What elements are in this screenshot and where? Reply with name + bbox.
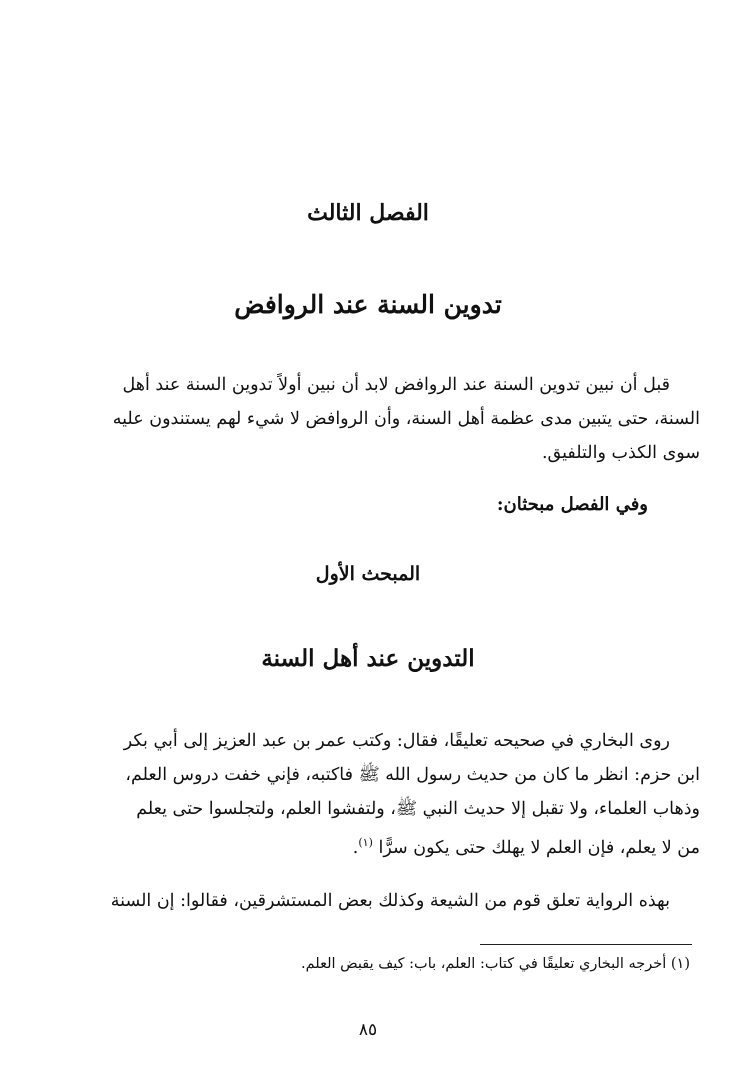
- narration-paragraph: [36, 724, 700, 865]
- footnote-divider: [480, 944, 692, 945]
- page-number: ٨٥: [358, 1020, 378, 1040]
- intro-line-1: قبل أن نبين تدوين السنة عند الروافض لابد أن نبين أولاً تدوين السنة عند أهل: [122, 375, 670, 395]
- chapter-title: الفصل الثالث: [307, 200, 429, 226]
- first-section-title: المبحث الأول: [315, 563, 421, 585]
- footnote-reference: (١): [358, 836, 373, 849]
- continuation-text: بهذه الرواية تعلق قوم من الشيعة وكذلك بعض المستشرقين، فقالوا: إن السنة: [110, 891, 670, 911]
- first-section-subtitle: التدوين عند أهل السنة: [261, 645, 475, 672]
- intro-line-3: سوى الكذب والتلفيق.: [541, 443, 700, 463]
- continuation-line: [36, 884, 700, 918]
- narration-line-2: ابن حزم: انظر ما كان من حديث رسول الله ﷺ فاكتبه، فإني خفت دروس العلم،: [125, 765, 700, 785]
- narration-line-4: من لا يعلم، فإن العلم لا يهلك حتى يكون سرًّا: [378, 837, 700, 858]
- section-intro: وفي الفصل مبحثان:: [496, 494, 648, 515]
- narration-line-4-wrap: من لا يعلم، فإن العلم لا يهلك حتى يكون سرًّا $^{(١)}$.: [352, 836, 700, 858]
- footnote: (١) أخرجه البخاري تعليقًا في كتاب: العلم، باب: كيف يقبض العلم.: [301, 956, 690, 972]
- narration-line-1: روى البخاري في صحيحه تعليقًا، فقال: وكتب عمر بن عبد العزيز إلى أبي بكر: [123, 731, 670, 751]
- intro-line-2: السنة، حتى يتبين مدى عظمة أهل السنة، وأن الروافض لا شيء لهم يستندون عليه: [112, 409, 700, 429]
- intro-paragraph: [36, 368, 700, 470]
- narration-line-3: وذهاب العلماء، ولا تقبل إلا حديث النبي ﷺ، ولتفشوا العلم، ولتجلسوا حتى يعلم: [136, 799, 700, 819]
- main-title: تدوين السنة عند الروافض: [234, 290, 502, 319]
